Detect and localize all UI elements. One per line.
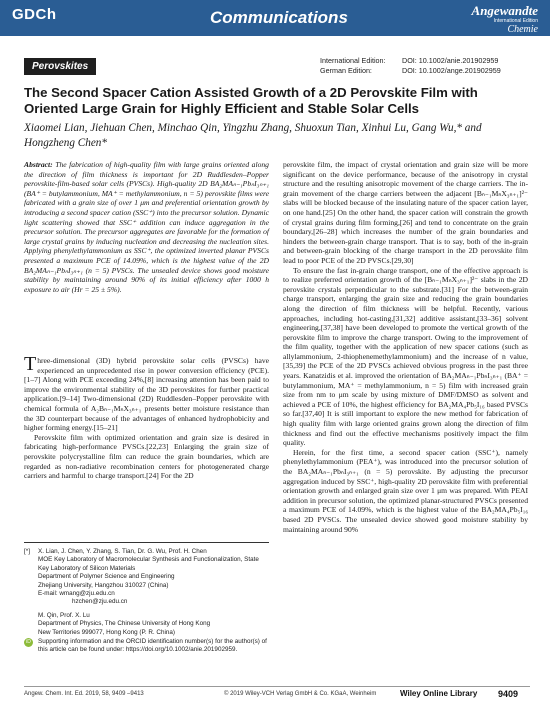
body-paragraph: Perovskite film with optimized orientation and grain size is desired in fabricating high-performance PVSCs.[22,23] Enlarging the grain size of perovskite polycrystalline film can reduce the grain boundaries, which are regarded as non-radiative recombination centers for photogenerated charge carriers and harmful to charge transport.[24] For the 2D (24, 432, 269, 481)
supporting-info-link[interactable]: Supporting information and the ORCID identification number(s) for the author(s) of this article can be found under: https://doi.org/10.1002/anie.201902959. (38, 638, 267, 654)
orcid-icon: iD (24, 638, 33, 647)
affiliation-line: M. Qin, Prof. X. Lu (38, 611, 90, 619)
affiliation-mark: [*] (24, 548, 30, 555)
publisher-logo: GDCh (12, 6, 57, 23)
page-number: 9409 (498, 689, 519, 699)
abstract-text: The fabrication of high-quality film with large grains oriented along the direction of film thickness is important for 2D Ruddlesden–Popper perovskite-film-based solar cells (PVSCs). High-quality 2D BA₂MAₙ₋₁PbₙI₃ₙ₊₁ (BA⁺ = butylammonium, MA⁺ = methylammonium, n = 5) perovskite films were fabricated with a grain size of over 1 μm and preferential orientation growth by introducing a second spacer cation (SSC⁺) into the precursor solution. Dynamic light scattering showed that SSC⁺ addition can induce aggregation in the precursor solution. The precursor aggregates are favorable for the formation of large crystal grains by inducing nucleation and decreasing the nucleation sites. Applying phenylethylammonium as SSC⁺, the optimized inverted planar PVSCs presented a maximum PCE of 14.09%, which is the highest value of the 2D BA₂MAₙ₋₁PbₙI₃ₙ₊₁ (n = 5) PVSCs. The unsealed device shows good moisture stability by maintaining around 90% of its initial efficiency after 1000 h exposure to air (Hr = 25 ± 5%). (24, 160, 269, 294)
abstract (24, 160, 269, 294)
intl-edition-doi[interactable]: DOI: 10.1002/anie.201902959 (402, 56, 499, 65)
affiliation-line: Department of Physics, The Chinese University of Hong Kong (38, 620, 211, 628)
journal-header-bar (0, 0, 550, 36)
footer-copyright: © 2019 Wiley-VCH Verlag GmbH & Co. KGaA, Weinheim (224, 691, 377, 697)
topic-badge: Perovskites (24, 58, 96, 75)
footer-citation: Angew. Chem. Int. Ed. 2019, 58, 9409 –9413 (24, 691, 144, 697)
intl-edition-label: International Edition: (320, 56, 386, 65)
edition-dois (320, 56, 501, 76)
affiliation-line: MOE Key Laboratory of Macromolecular Synthesis and Functionalization, State Key Laboratory of Silicon Materials (38, 556, 259, 572)
german-edition-label: German Edition: (320, 66, 372, 75)
journal-logo: Angewandte International Edition Chemie (471, 3, 538, 35)
affiliation-line: Zhejiang University, Hangzhou 310027 (China) (38, 581, 169, 589)
footnote-divider (24, 542, 269, 543)
section-heading: Communications (210, 8, 348, 27)
body-column-right (283, 160, 528, 534)
body-column-left (24, 353, 269, 481)
german-edition-doi[interactable]: DOI: 10.1002/ange.201902959 (402, 66, 501, 75)
body-paragraph: To ensure the fast in-grain charge transport, one of the effective approach is to realize preferred orientation growth of the [Bₙ₋₁MₙX₃ₙ₊₁]²⁻ slabs in the 2D perovskite crystals perpendicular to the substrate.[31] For the between-grain charge transport, enlarging the grain size and reducing the grain boundaries along the direction of film thickness will be helpful. Recently, various approaches, including hot-casting,[31,32] additive assistant,[33–36] solvent engineering,[37,38] have been developed to promote the vertical growth of the perovskite film to improve the charge transport. Owing to the improvement of the film quality, together with the application of new spacer cations (such as allylammonium, 2-thiophenemethylammonium) and the increase of n value,[35,39] the PCE of the 2D PVSCs achieved obvious progress in the past three years. Kanatzidis et al. improved the orientation of BA₂MAₙ₋₁PbₙI₃ₙ₊₁ (BA⁺ = butylammonium, MA⁺ = methylammonium, n = 5) film with increased grain size from nm to μm scale by using mixture of DMF/DMSO as solvent and achieved a PCE of 10%, the highest efficiency for BA₂MA₄Pb₅I₁₆ based PVSCs so far.[37,40] It is still important to explore the new method for fabrication of high quality film with large oriented grains grown along the direction of film thickness and find out the effective mechanisms positively impact the film quality. (283, 265, 528, 448)
footer-library-link[interactable]: Wiley Online Library (400, 689, 478, 698)
affiliation-line: New Territories 999077, Hong Kong (P. R. China) (38, 628, 175, 636)
affiliation-line: Department of Polymer Science and Engineering (38, 573, 175, 581)
page-footer (24, 686, 530, 699)
affiliation-line: X. Lian, J. Chen, Y. Zhang, S. Tian, Dr. G. Wu, Prof. H. Chen (38, 548, 207, 555)
drop-cap: T (24, 353, 37, 375)
body-paragraph: Herein, for the first time, a second spacer cation (SSC⁺), namely phenylethylammonium (PEA⁺), was introduced into the precursor solution of the BA₂MAₙ₋₁PbₙI₃ₙ₊₁ (n = 5) perovskite. By adjusting the precursor aggregation induced by SSC⁺, high-quality 2D perovskite film with preferential orientation growth and enlarged grain size over 1 μm was prepared. With PEAI addition in precursor solution, the optimized planar-structured PVSCs presented a maximum PCE of 14.09%, which is the highest value of the BA₂MA₄Pb₅I₁₆ based 2D PVSCs. The unsealed device showed good moisture stability by maintaining around 90% (283, 447, 528, 534)
article-title: The Second Spacer Cation Assisted Growth of a 2D Perovskite Film with Oriented Large Grain for Highly Efficient and Stable Solar Cells (24, 85, 478, 116)
affiliation-email[interactable]: hzchen@zju.edu.cn (72, 598, 128, 606)
body-paragraph: perovskite film, the impact of crystal orientation and grain size will be more significant on the device performance, because of the anisotropy in crystal structure and the resulting anisotropic movement of the charge carriers. The in-grain movement of the charge carriers between the adjacent [Bₙ₋₁MₙX₃ₙ₊₁]²⁻ slabs will be blocked because of the insulating nature of the spacer cation layer, on one hand.[25] On the other hand, the spacer cation will constrain the growth of crystal grains during film forming,[26] and tend to concentrate on the grain boundary,[26–28] which increases the number of the grain boundaries and hinders the between-grain charge transport. That is to say, both of the in-grain and between-grain blocking of the charge transport in the 2D perovskite film lead to poor PCE of the 2D PVSCs.[29,30] (283, 160, 528, 265)
author-list: Xiaomei Lian, Jiehuan Chen, Minchao Qin, Yingzhu Zhang, Shuoxun Tian, Xinhui Lu, Gang Wu,* and Hongzheng Chen* (24, 122, 482, 149)
abstract-label: Abstract: (24, 160, 53, 169)
affiliation-email[interactable]: E-mail: wmang@zju.edu.cn (38, 590, 115, 598)
affiliations (24, 548, 269, 655)
body-paragraph: Three-dimensional (3D) hybrid perovskite solar cells (PVSCs) have experienced an unprecedented rise in power conversion efficiency (PCE).[1–7] Along with PCE exceeding 24%,[8] increasing attention has been paid to improve the environmental stability of the 3D perovskites for further practical application.[9–14] Two-dimensional (2D) Ruddlesden–Popper perovskite with chemical formula of A₂Bₙ₋₁MₙX₃ₙ₊₁ presents better moisture resistance than the 3D counterpart because of the advantages of enhanced hydrophobicity and higher forming energy.[15–21] (24, 353, 269, 433)
